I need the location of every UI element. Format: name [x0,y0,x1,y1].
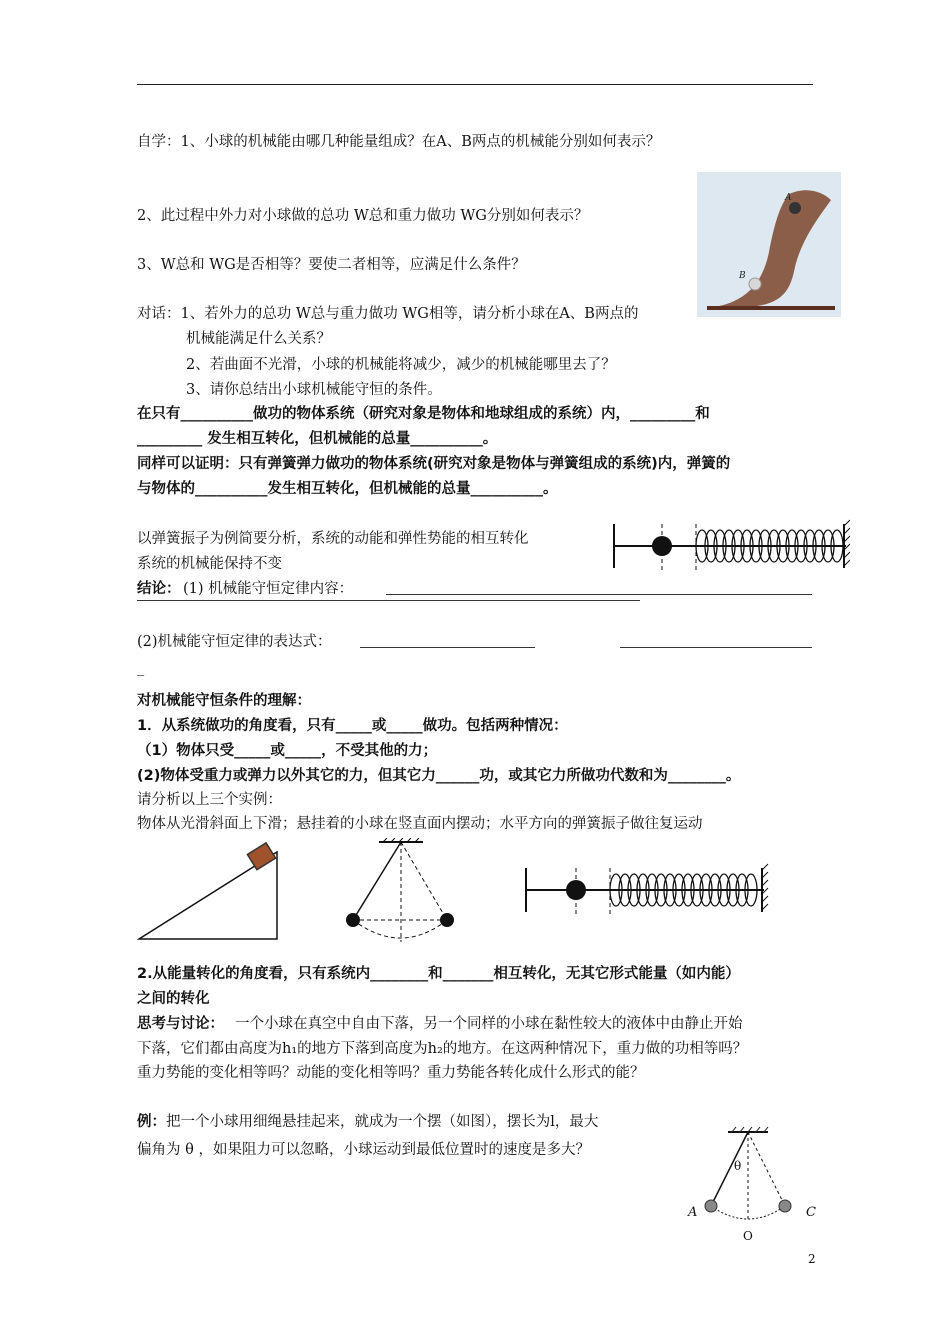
pendulum-label-a: A [688,1205,698,1220]
understanding-p5: 物体从光滑斜面上下滑；悬挂着的小球在竖直面内摆动；水平方向的弹簧振子做往复运动 [137,816,703,832]
fill-line-1: 在只有__________做功的物体系统（研究对象是物体和地球组成的系统）内，_________和 [137,406,710,422]
pendulum-figure [337,838,457,946]
spring-text-1: 以弹簧振子为例简要分析，系统的动能和弹性势能的相互转化 [137,531,529,547]
header-rule [137,84,813,85]
energy-line-2: 之间的转化 [137,991,210,1007]
example-line-2: 偏角为 θ ，如果阻力可以忽略，小球运动到最低位置时的速度是多大？ [137,1142,590,1158]
theta-label: θ [734,1159,742,1173]
example-line-1: 把一个小球用细绳悬挂起来，就成为一个摆（如图），摆长为l，最大 [166,1114,599,1130]
conclusion-2: (2)机械能守恒定律的表达式： [137,634,332,650]
conclusion-label: 结论： [137,581,181,597]
dialogue-3: 3、请你总结出小球机械能守恒的条件。 [186,382,442,398]
self-study-q1: 自学：1、小球的机械能由哪几种能量组成？在A、B两点的机械能分别如何表示？ [137,134,661,150]
example-pendulum-figure [684,1126,824,1244]
dialogue-1a: 对话：1、若外力的总功 W总与重力做功 WG相等，请分析小球在A、B两点的 [137,306,639,322]
blank-line [386,594,812,595]
spring-text-2: 系统的机械能保持不变 [137,556,282,572]
blank-line [620,647,812,648]
conclusion-1: (1) 机械能守恒定律内容： [183,581,354,597]
self-study-q2: 2、此过程中外力对小球做的总功 W总和重力做功 WG分别如何表示？ [137,208,589,224]
incline-figure [137,842,282,942]
understanding-p3: (2)物体受重力或弹力以外其它的力，但其它力______功，或其它力所做功代数和为________。 [137,768,741,784]
pendulum-label-c: C [806,1205,816,1220]
example-label: 例： [137,1114,166,1130]
slope-label-b: B [739,271,746,281]
think-line-2: 下落，它们都由高度为h₁的地方下落到高度为h₂的地方。在这两种情况下，重力做的功相等吗？ [137,1041,748,1057]
understanding-p4: 请分析以上三个实例： [137,792,282,808]
spring-oscillator-figure-2 [522,862,770,918]
think-label: 思考与讨论： [137,1016,224,1032]
pendulum-label-o: O [743,1229,753,1243]
energy-line-1: 2.从能量转化的角度看，只有系统内________和_______相互转化，无其它形式能量（如内能） [137,966,740,982]
spring-oscillator-figure [610,518,850,574]
blank-line [360,647,535,648]
blank-line [137,600,640,601]
self-study-q3: 3、W总和 WG是否相等？要使二者相等，应满足什么条件？ [137,257,526,273]
conclusion-dash: _ [137,660,145,676]
dialogue-1b: 机械能满足什么关系？ [186,331,331,347]
dialogue-2: 2、若曲面不光滑，小球的机械能将减少，减少的机械能哪里去了？ [186,357,616,373]
understanding-p1: 1．从系统做功的角度看，只有_____或_____做功。包括两种情况： [137,718,568,734]
think-line-1: 一个小球在真空中自由下落，另一个同样的小球在黏性较大的液体中由静止开始 [235,1016,743,1032]
fill-line-2: _________ 发生相互转化，但机械能的总量__________。 [137,431,498,447]
fill-line-4: 与物体的__________发生相互转化，但机械能的总量__________。 [137,481,558,497]
page-number: 2 [808,1252,816,1266]
slope-label-a: A [785,193,792,203]
understanding-title: 对机械能守恒条件的理解： [137,693,311,709]
understanding-p2: （1）物体只受_____或_____，不受其他的力； [137,743,438,759]
think-line-3: 重力势能的变化相等吗？动能的变化相等吗？重力势能各转化成什么形式的能？ [137,1065,645,1081]
curved-slope-figure [697,172,841,317]
fill-line-3: 同样可以证明：只有弹簧弹力做功的物体系统(研究对象是物体与弹簧组成的系统)内，弹簧的 [137,456,731,472]
